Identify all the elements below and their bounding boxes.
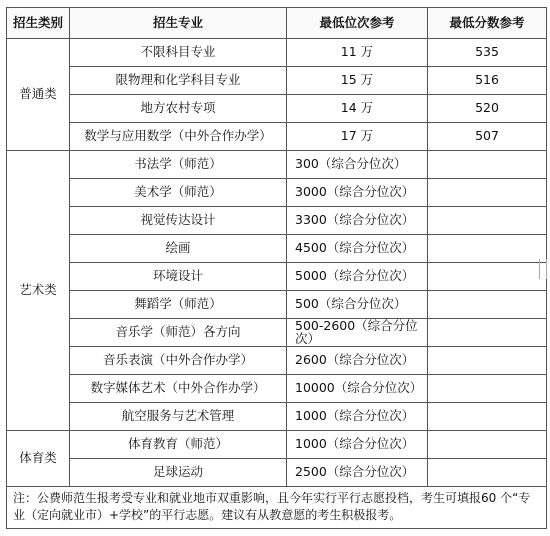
table-row (7, 179, 547, 207)
table-row (7, 151, 547, 179)
header-min-score: 最低分数参考 (428, 8, 547, 39)
major-cell: 足球运动 (70, 459, 287, 487)
min-score-cell (428, 403, 547, 431)
table-row (7, 235, 547, 263)
min-score-cell (428, 151, 547, 179)
min-rank-cell: 3000（综合分位次） (287, 179, 428, 207)
min-score-cell (428, 375, 547, 403)
min-score-cell (428, 207, 547, 235)
min-score-cell (428, 235, 547, 263)
table-row (7, 95, 547, 123)
major-cell: 舞蹈学（师范） (70, 291, 287, 319)
min-score-cell (428, 263, 547, 291)
major-cell: 绘画 (70, 235, 287, 263)
min-rank-cell: 2600（综合分位次） (287, 347, 428, 375)
min-rank-cell: 1000（综合分位次） (287, 403, 428, 431)
category-cell: 普通类 (7, 39, 70, 151)
min-score-cell: 516 (428, 67, 547, 95)
footnote: 注：公费师范生报考受专业和就业地市双重影响，且今年实行平行志愿投档，考生可填报60 个“专业（定向就业市）+学校”的平行志愿。建议有从教意愿的考生积极报考。 (7, 487, 547, 529)
table-row (7, 375, 547, 403)
table-row (7, 207, 547, 235)
table-row (7, 431, 547, 459)
table-row (7, 459, 547, 487)
table-row (7, 39, 547, 67)
major-cell: 书法学（师范） (70, 151, 287, 179)
major-cell: 体育教育（师范） (70, 431, 287, 459)
table-row (7, 403, 547, 431)
category-cell: 体育类 (7, 431, 70, 487)
min-score-cell: 520 (428, 95, 547, 123)
min-score-cell (428, 291, 547, 319)
table-row (7, 319, 547, 347)
admission-table-sheet (6, 7, 542, 529)
min-rank-cell: 300（综合分位次） (287, 151, 428, 179)
min-score-cell (428, 179, 547, 207)
header-row (7, 8, 547, 39)
min-score-cell (428, 459, 547, 487)
scroll-handle[interactable] (539, 259, 547, 279)
min-score-cell (428, 347, 547, 375)
header-min-rank: 最低位次参考 (287, 8, 428, 39)
note-row (7, 487, 547, 529)
min-rank-cell: 500-2600（综合分位次） (287, 319, 428, 347)
major-cell: 音乐表演（中外合作办学） (70, 347, 287, 375)
major-cell: 地方农村专项 (70, 95, 287, 123)
table-row (7, 291, 547, 319)
major-cell: 限物理和化学科目专业 (70, 67, 287, 95)
admission-reference-table (6, 7, 547, 529)
min-rank-cell: 2500（综合分位次） (287, 459, 428, 487)
min-score-cell (428, 319, 547, 347)
category-cell: 艺术类 (7, 151, 70, 431)
major-cell: 视觉传达设计 (70, 207, 287, 235)
major-cell: 环境设计 (70, 263, 287, 291)
major-cell: 航空服务与艺术管理 (70, 403, 287, 431)
min-rank-cell: 3300（综合分位次） (287, 207, 428, 235)
table-row (7, 123, 547, 151)
min-rank-cell: 1000（综合分位次） (287, 431, 428, 459)
major-cell: 不限科目专业 (70, 39, 287, 67)
table-row (7, 347, 547, 375)
min-rank-cell: 17 万 (287, 123, 428, 151)
header-major: 招生专业 (70, 8, 287, 39)
min-score-cell: 535 (428, 39, 547, 67)
min-score-cell (428, 431, 547, 459)
min-rank-cell: 15 万 (287, 67, 428, 95)
header-category: 招生类别 (7, 8, 70, 39)
major-cell: 音乐学（师范）各方向 (70, 319, 287, 347)
min-rank-cell: 500（综合分位次） (287, 291, 428, 319)
min-rank-cell: 4500（综合分位次） (287, 235, 428, 263)
major-cell: 数字媒体艺术（中外合作办学） (70, 375, 287, 403)
min-rank-cell: 14 万 (287, 95, 428, 123)
min-rank-cell: 5000（综合分位次） (287, 263, 428, 291)
major-cell: 数学与应用数学（中外合作办学） (70, 123, 287, 151)
min-rank-cell: 10000（综合分位次） (287, 375, 428, 403)
min-score-cell: 507 (428, 123, 547, 151)
table-row (7, 263, 547, 291)
table-body (7, 39, 547, 487)
min-rank-cell: 11 万 (287, 39, 428, 67)
major-cell: 美术学（师范） (70, 179, 287, 207)
table-row (7, 67, 547, 95)
